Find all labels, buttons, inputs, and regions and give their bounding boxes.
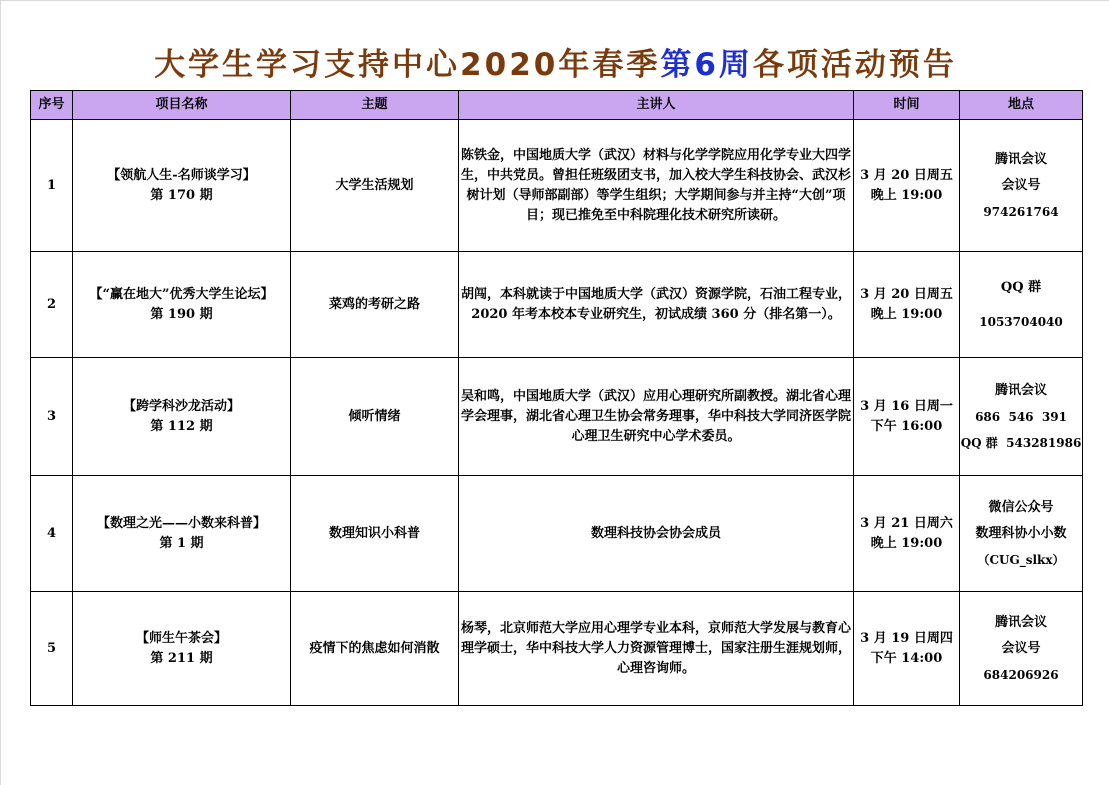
place-number: （CUG_slkx）: [977, 552, 1065, 567]
row-speaker: 胡闯，本科就读于中国地质大学（武汉）资源学院，石油工程专业，2020 年考本校本专业研究生，初试成绩 360 分（排名第一）。: [459, 252, 854, 358]
place-number: QQ 群 543281986: [960, 435, 1082, 450]
table-header-row: [31, 91, 1083, 120]
table-row: [31, 476, 1083, 592]
header-time: 时间: [854, 91, 960, 120]
row-project: [73, 476, 291, 592]
row-theme: 菜鸡的考研之路: [291, 252, 459, 358]
row-place: [960, 476, 1083, 592]
page-title: [1, 39, 1109, 84]
project-name: 【跨学科沙龙活动】: [122, 398, 240, 414]
place-detail: 会议号: [1001, 640, 1041, 656]
place-platform: 微信公众号: [988, 499, 1054, 515]
row-time: [854, 358, 960, 476]
row-theme: 疫情下的焦虑如何消散: [291, 592, 459, 706]
header-speaker: 主讲人: [459, 91, 854, 120]
row-place: [960, 120, 1083, 252]
header-project: 项目名称: [73, 91, 291, 120]
time-hour: 晚上 19:00: [870, 187, 943, 203]
row-seq: 4: [31, 476, 73, 592]
row-place: [960, 592, 1083, 706]
row-seq: 2: [31, 252, 73, 358]
row-speaker: 数理科技协会协会成员: [459, 476, 854, 592]
time-hour: 晚上 19:00: [870, 306, 943, 322]
project-name: 【领航人生-名师谈学习】: [107, 167, 256, 183]
row-theme: 大学生活规划: [291, 120, 459, 252]
row-seq: 5: [31, 592, 73, 706]
header-theme: 主题: [291, 91, 459, 120]
row-project: [73, 252, 291, 358]
row-project: [73, 358, 291, 476]
header-place: 地点: [960, 91, 1083, 120]
project-name: 【数理之光——小数来科普】: [96, 515, 266, 531]
row-speaker: 吴和鸣，中国地质大学（武汉）应用心理研究所副教授。湖北省心理学会理事，湖北省心理卫生协会常务理事，华中科技大学同济医学院心理卫生研究中心学术委员。: [459, 358, 854, 476]
row-time: [854, 592, 960, 706]
table-row: [31, 592, 1083, 706]
row-theme: 倾听情绪: [291, 358, 459, 476]
row-theme: 数理知识小科普: [291, 476, 459, 592]
place-number: 1053704040: [979, 314, 1063, 329]
row-time: [854, 252, 960, 358]
row-project: [73, 120, 291, 252]
row-seq: 3: [31, 358, 73, 476]
project-issue: 第 170 期: [150, 187, 213, 203]
place-number: 684206926: [983, 667, 1059, 682]
time-date: 3 月 21 日周六: [860, 515, 953, 531]
activity-schedule-table: [30, 90, 1083, 706]
time-date: 3 月 20 日周五: [860, 286, 953, 302]
project-issue: 第 1 期: [159, 535, 204, 551]
row-place: [960, 358, 1083, 476]
project-name: 【师生午茶会】: [135, 630, 227, 646]
row-time: [854, 120, 960, 252]
row-seq: 1: [31, 120, 73, 252]
place-platform: QQ 群: [1000, 279, 1042, 295]
header-seq: 序号: [31, 91, 73, 120]
project-issue: 第 190 期: [150, 306, 213, 322]
place-detail: 686 546 391: [975, 409, 1067, 424]
place-detail: 数理科协小小数: [975, 525, 1067, 541]
place-platform: 腾讯会议: [994, 382, 1047, 398]
row-speaker: 杨琴，北京师范大学应用心理学专业本科，京师范大学发展与教育心理学硕士，华中科技大学人力资源管理博士，国家注册生涯规划师，心理咨询师。: [459, 592, 854, 706]
time-hour: 下午 16:00: [870, 418, 943, 434]
title-prefix: 大学生学习支持中心2020年春季: [154, 47, 661, 83]
table-row: [31, 252, 1083, 358]
place-detail: 会议号: [1001, 177, 1041, 193]
table-row: [31, 358, 1083, 476]
row-speaker: 陈铁金，中国地质大学（武汉）材料与化学学院应用化学专业大四学生，中共党员。曾担任班级团支书，加入校大学生科技协会、武汉杉树计划（导师部副部）等学生组织；大学期间参与并主持“大创”项目；现已推免至中科院理化技术研究所读研。: [459, 120, 854, 252]
project-issue: 第 112 期: [150, 418, 213, 434]
place-platform: 腾讯会议: [994, 614, 1047, 630]
project-name: 【“赢在地大”优秀大学生论坛】: [89, 286, 274, 302]
time-date: 3 月 19 日周四: [860, 630, 953, 646]
time-date: 3 月 16 日周一: [860, 398, 953, 414]
time-hour: 下午 14:00: [870, 650, 943, 666]
place-platform: 腾讯会议: [994, 151, 1047, 167]
row-place: [960, 252, 1083, 358]
title-week-highlight: 第6周: [660, 47, 753, 83]
title-suffix: 各项活动预告: [752, 47, 957, 83]
row-time: [854, 476, 960, 592]
table-row: [31, 120, 1083, 252]
time-hour: 晚上 19:00: [870, 535, 943, 551]
project-issue: 第 211 期: [150, 650, 213, 666]
row-project: [73, 592, 291, 706]
time-date: 3 月 20 日周五: [860, 167, 953, 183]
place-number: 974261764: [983, 204, 1059, 219]
